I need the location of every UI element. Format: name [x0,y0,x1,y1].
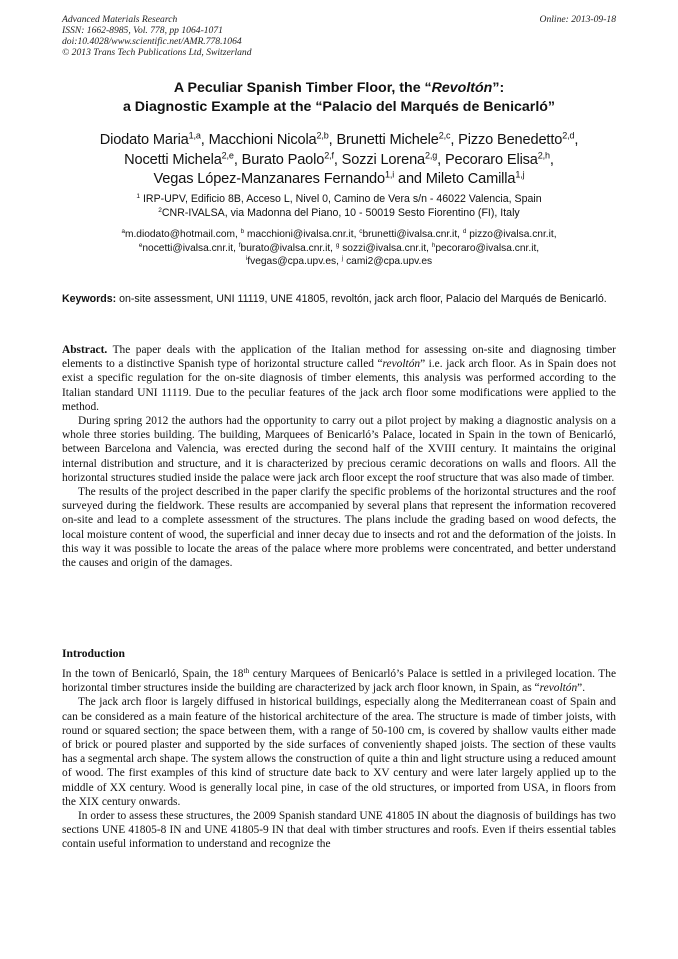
author: Burato Paolo$^{2,f}$ [241,150,334,168]
author-list: Diodato Maria$^{1,a}$, Macchioni Nicola$^{2,b}$, Brunetti Michele$^{2,c}$, Pizzo Benedetto$^{2,d}$, Nocetti Michela$^{2,e}$, Burato Paolo$^{2,f}$, Sozzi Lorena$^{2,g}$, Pecoraro Elisa$^{2,h}$, Vegas López-Manzanares Fernando$^{1,i}$ and Mileto Camilla$^{1,j}$ [99,130,579,187]
abstract-paragraph: The results of the project described in the paper clarify the specific problems of the horizontal structures and the roof surveyed during the fieldwork. These results are accompanied by several plans that represent the information recovered on-site and lead to a complete assessment of the structures. The plans include the grading based on wood defects, the local moisture content of wood, the superficial and inner decay due to insects and rot and the deformation of the joists. In this way it was possible to locate the areas of the palace where more problems were concentrated, and better understand the causes and origin of the damages. [62,486,616,570]
author: Brunetti Michele$^{2,c}$ [336,130,451,148]
introduction-section [62,667,616,852]
abstract-section [62,343,616,570]
paper-title [62,79,616,117]
email[interactable]: $^e$nocetti@ivalsa.cnr.it [138,241,234,254]
title-line-2: a Diagnostic Example at the “Palacio del Marqués de Benicarló” [122,99,556,115]
intro-paragraph: In order to assess these structures, the 2009 Spanish standard UNE 41805 IN about the diagnosis of buildings has two sections UNE 41805-8 IN and UNE 41805-9 IN that deal with timber structures and roofs. Even if theirs essential tables contain useful information to understand and recognize the [62,810,616,851]
affiliations [62,193,616,220]
email[interactable]: $^i$fvegas@cpa.upv.es [245,255,337,267]
journal-doi: doi:10.4028/www.scientific.net/AMR.778.1064 [62,36,242,47]
journal-info [62,14,616,58]
email[interactable]: $^a$m.diodato@hotmail.com [121,228,235,240]
journal-issn: ISSN: 1662-8985, Vol. 778, pp 1064-1071 [62,25,223,36]
email[interactable]: $^j$ cami2@cpa.upv.es [341,255,433,267]
email-list: $^a$m.diodato@hotmail.com, $^b$ macchioni@ivalsa.cnr.it, $^c$brunetti@ivalsa.cnr.it, $^d$ pizzo@ivalsa.cnr.it, $^e$nocetti@ivalsa.cnr.it, $^f$burato@ivalsa.cnr.it, $^g$ sozzi@ivalsa.cnr.it, $^h$pecoraro@ivalsa.cnr.it, $^i$fvegas@cpa.upv.es, $^j$ cami2@cpa.upv.es [121,228,557,267]
affiliation: $^2$CNR-IVALSA, via Madonna del Piano, 10 - 50019 Sesto Fiorentino (FI), Italy [158,206,520,219]
author: Mileto Camilla$^{1,j}$ [425,169,525,187]
running-header [62,14,616,58]
intro-paragraph: The jack arch floor is largely diffused in historical buildings, especially along the Mediterranean coast of Spain and can be considered as a main feature of the historical architecture of the area. The structure is made of timber joists, with round or squared section; the space between them, with a range of 50-100 cm, is covered by shallow vaults either made of brick or poured plaster and supported by the side surfaces of conveniently shaped joists. The section of these vaults has a segmental arch shape. The system allows the construction of quite a thin and light structure using a reduced amount of wood. The first examples of this kind of structure date back to XV century and were later largely applied up to the middle of XX century. Wood is generally local pine, in case of the old structures, or imported from USA, in floors from the XIX century onwards. [62,696,616,808]
journal-copyright: © 2013 Trans Tech Publications Ltd, Switzerland [62,47,252,58]
email[interactable]: $^b$ macchioni@ivalsa.cnr.it [240,228,354,240]
keywords [62,292,616,306]
abstract-paragraph: Abstract. The paper deals with the application of the Italian method for assessing on-site and diagnosing timber elements to a distinctive Spanish type of horizontal structure called “revoltón” i.e. jack arch floor. As in Spain does not exist a specific regulation for the on-site diagnosis of timber elements, this analysis was performed according to the Italian standard UNI 11119. Due to the peculiar features of the jack arch floor some modifications were applied to the method. [62,344,616,413]
abstract-paragraph: During spring 2012 the authors had the opportunity to carry out a pilot project by making a diagnostic analysis on a whole three stories building. The building, Marquees of Benicarló’s Palace, located in Spain in the town of Benicarló, between Barcelona and Valencia, was erected during the second half of the XVIII century. It maintains the original internal distribution and structure, and it is characterized by precious ceramic decorations on walls and floors. All the horizontal structures studied inside the palace were jack arch floor except the roof structure that was also made of timber. [62,415,616,484]
keywords-label: Keywords: [62,293,117,305]
author: Macchioni Nicola$^{2,b}$ [208,130,329,148]
email[interactable]: $^c$brunetti@ivalsa.cnr.it [359,228,458,240]
title-italic-term: Revoltón [431,80,493,96]
author: Nocetti Michela$^{2,e}$ [124,150,234,168]
email[interactable]: $^d$ pizzo@ivalsa.cnr.it [462,228,554,240]
keywords-text: on-site assessment, UNI 11119, UNE 41805, revoltón, jack arch floor, Palacio del Marqués de Benicarló. [119,293,607,305]
email[interactable]: $^g$ sozzi@ivalsa.cnr.it [335,241,427,254]
author: Vegas López-Manzanares Fernando$^{1,i}$ [153,169,395,187]
intro-paragraph: In the town of Benicarló, Spain, the 18th century Marquees of Benicarló’s Palace is settled in a privileged location. The horizontal timber structures inside the building are characterized by jack arch floor known, in Spain, as “revoltón”. [62,665,616,695]
author: Diodato Maria$^{1,a}$ [99,130,201,148]
affiliation: $^1$ IRP-UPV, Edificio 8B, Acceso L, Nivel 0, Camino de Vera s/n - 46022 Valencia, Spain [136,193,542,205]
email[interactable]: $^h$pecoraro@ivalsa.cnr.it [431,241,537,254]
online-date: Online: 2013-09-18 [539,14,616,25]
abstract-label: Abstract. [62,344,108,356]
section-heading-introduction: Introduction [62,647,125,660]
author: Sozzi Lorena$^{2,g}$ [341,150,438,168]
email[interactable]: $^f$burato@ivalsa.cnr.it [238,241,331,254]
author: Pizzo Benedetto$^{2,d}$ [458,130,575,148]
journal-name: Advanced Materials Research [62,14,178,25]
title-line-1: A Peculiar Spanish Timber Floor, the “Revoltón”: [173,80,505,96]
author: Pecoraro Elisa$^{2,h}$ [444,150,550,168]
